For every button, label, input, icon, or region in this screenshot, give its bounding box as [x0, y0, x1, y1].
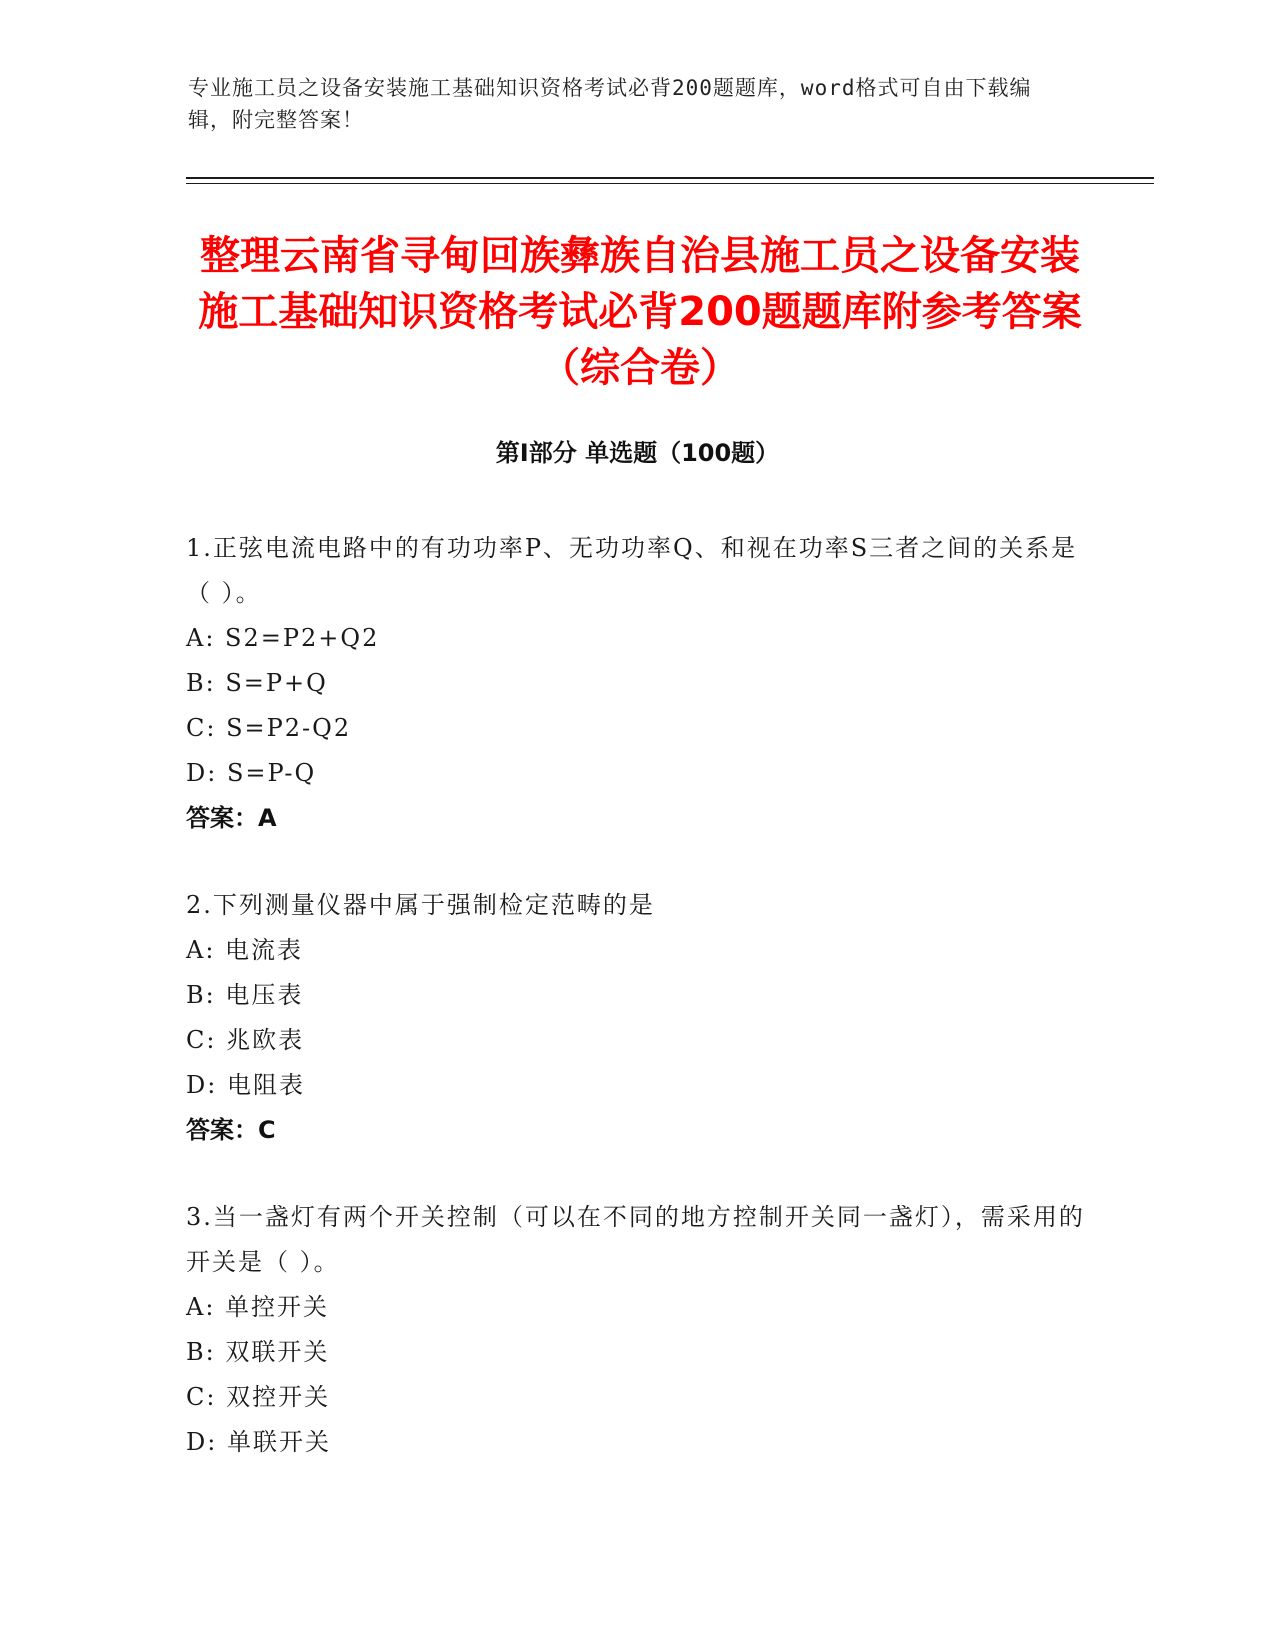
question-3 — [186, 1195, 1086, 1465]
header-rule-thin — [186, 183, 1154, 184]
option-d: D: 电阻表 — [186, 1071, 305, 1099]
option-b: B: 双联开关 — [186, 1338, 330, 1366]
option-b: B: S=P+Q — [186, 669, 328, 697]
question-list — [186, 526, 1086, 1507]
option-c: C: 双控开关 — [186, 1383, 331, 1411]
section-title: 第Ⅰ部分 单选题（100题） — [495, 439, 780, 467]
option-a: A: S2=P2+Q2 — [186, 624, 380, 652]
question-text: 1.正弦电流电路中的有功功率P、无功功率Q、和视在功率S三者之间的关系是（ ）。 — [186, 534, 1078, 607]
option-a: A: 单控开关 — [186, 1293, 330, 1321]
question-text: 2.下列测量仪器中属于强制检定范畴的是 — [186, 891, 655, 919]
option-a: A: 电流表 — [186, 936, 304, 964]
answer-line: 答案：C — [186, 1116, 276, 1144]
option-b: B: 电压表 — [186, 981, 304, 1009]
option-c: C: S=P2-Q2 — [186, 714, 352, 742]
option-d: D: S=P-Q — [186, 759, 317, 787]
question-text: 3.当一盏灯有两个开关控制（可以在不同的地方控制开关同一盏灯），需采用的开关是（ ）。 — [186, 1203, 1085, 1276]
header-rule-thick — [186, 177, 1154, 179]
option-d: D: 单联开关 — [186, 1428, 331, 1456]
option-c: C: 兆欧表 — [186, 1026, 305, 1054]
question-1 — [186, 526, 1086, 841]
question-2 — [186, 883, 1086, 1153]
answer-line: 答案：A — [186, 804, 277, 832]
header-note: 专业施工员之设备安装施工基础知识资格考试必背200题题库，word格式可自由下载编辑，附完整答案！ — [188, 76, 1032, 132]
document-title: 整理云南省寻甸回族彝族自治县施工员之设备安装施工基础知识资格考试必背200题题库附参考答案（综合卷） — [198, 233, 1082, 391]
